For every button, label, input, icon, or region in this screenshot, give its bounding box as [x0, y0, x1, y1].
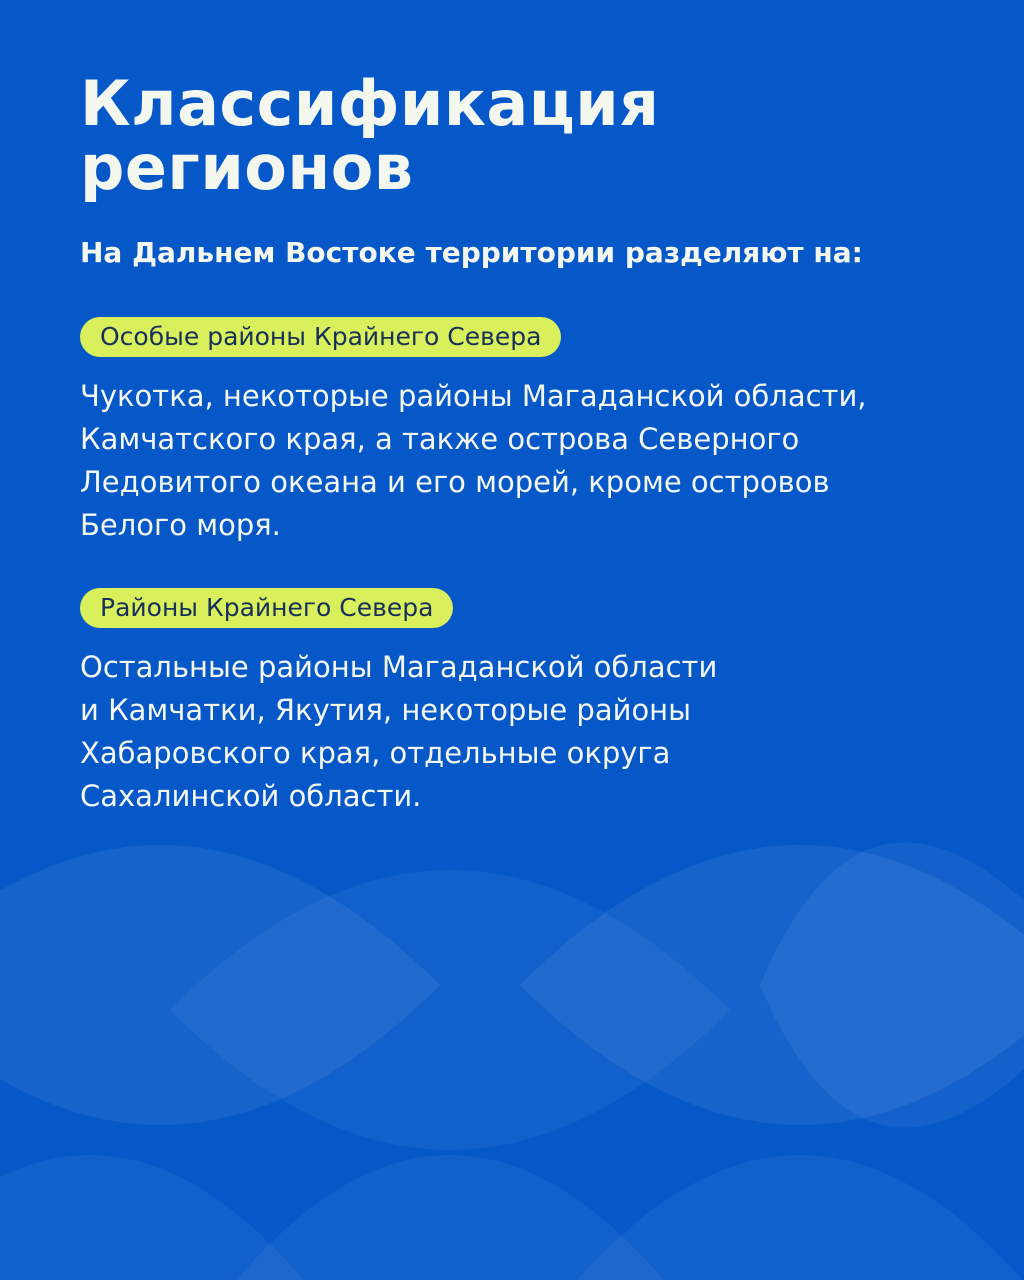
title-line: регионов: [80, 131, 414, 204]
description-line: Чукотка, некоторые районы Магаданской области,: [80, 379, 867, 413]
description-line: Камчатского края, а также острова Северного: [80, 422, 800, 456]
description-line: Остальные районы Магаданской области: [80, 650, 718, 684]
description-line: Белого моря.: [80, 508, 281, 542]
subtitle: На Дальнем Востоке территории разделяют на:: [80, 236, 863, 269]
title-line: Классификация: [80, 67, 660, 140]
bg-petal: [0, 1155, 320, 1280]
category-tag-special-far-north: Особые районы Крайнего Севера: [80, 317, 561, 357]
description-line: Ледовитого океана и его морей, кроме островов: [80, 465, 830, 499]
category-tag-far-north: Районы Крайнего Севера: [80, 588, 453, 628]
description-line: Сахалинской области.: [80, 779, 422, 813]
description-line: Хабаровского края, отдельные округа: [80, 736, 671, 770]
description-line: и Камчатки, Якутия, некоторые районы: [80, 693, 692, 727]
bg-petal: [560, 1155, 1024, 1280]
category-description-far-north: [80, 646, 717, 818]
page-title: [80, 67, 660, 204]
category-description-special-far-north: [80, 375, 867, 547]
